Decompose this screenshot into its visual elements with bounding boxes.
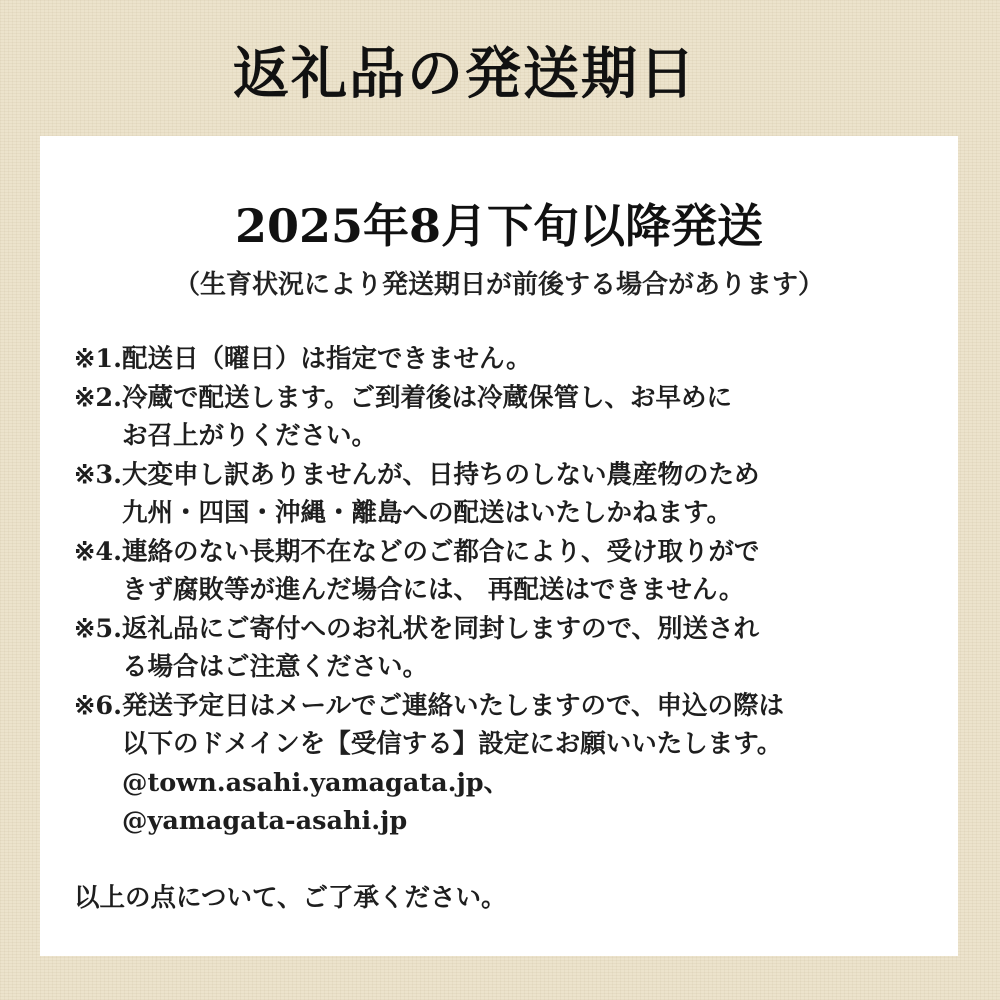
- note-item-1: [74, 340, 954, 379]
- note-number: ※1.: [74, 344, 122, 374]
- note-item-4: [74, 533, 954, 610]
- note-number: ※6.: [74, 690, 122, 721]
- note-text: 発送予定日はメールでご連絡いたしますので、申込の際は: [122, 690, 784, 721]
- email-domain: @town.asahi.yamagata.jp、: [122, 767, 510, 798]
- note-text: きず腐敗等が進んだ場合には、 再配送はできません。: [122, 575, 745, 605]
- note-number: ※5.: [74, 613, 122, 644]
- note-number: ※3.: [74, 459, 122, 490]
- notes-list: [74, 340, 954, 841]
- note-text: 冷蔵で配送します。ご到着後は冷蔵保管し、お早めに: [122, 382, 732, 413]
- note-text: お召上がりください。: [122, 421, 378, 451]
- note-item-5: [74, 610, 954, 687]
- note-text: 連絡のない長期不在などのご都合により、受け取りがで: [122, 536, 760, 567]
- page-title: 返礼品の発送期日: [233, 41, 697, 107]
- notice-panel: [40, 136, 958, 956]
- note-number: ※2.: [74, 382, 122, 413]
- note-number: ※4.: [74, 536, 122, 567]
- shipping-date-headline: 2025年8月下旬以降発送: [234, 199, 764, 253]
- note-item-3: [74, 456, 954, 533]
- note-item-6: [74, 687, 954, 841]
- note-text: 以下のドメインを【受信する】設定にお願いいたします。: [122, 729, 783, 759]
- email-domain: @yamagata-asahi.jp: [122, 806, 408, 836]
- note-text: 配送日（曜日）は指定できません。: [122, 344, 532, 374]
- shipping-date-note: （生育状況により発送期日が前後する場合があります）: [173, 270, 824, 300]
- note-text: 九州・四国・沖縄・離島への配送はいたしかねます。: [122, 498, 732, 528]
- note-text: る場合はご注意ください。: [122, 652, 429, 682]
- note-text: 返礼品にご寄付へのお礼状を同封しますので、別送され: [122, 613, 759, 644]
- note-text: 大変申し訳ありませんが、日持ちのしない農産物のため: [122, 459, 760, 490]
- closing-text: 以上の点について、ご了承ください。: [74, 883, 507, 913]
- note-item-2: [74, 379, 954, 456]
